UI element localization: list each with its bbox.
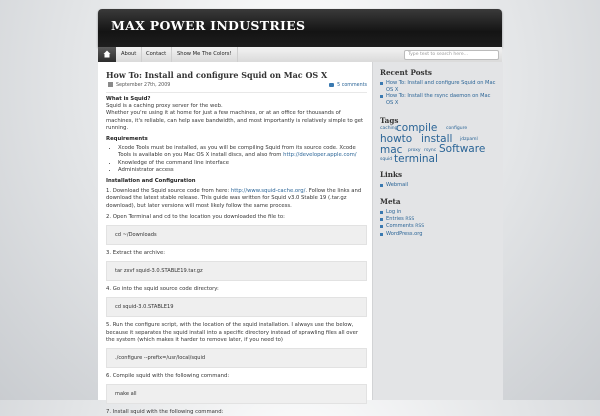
developer-apple-link[interactable]: http://developer.apple.com/ — [283, 152, 357, 159]
tag-terminal[interactable]: terminal — [394, 153, 438, 165]
tag-squid[interactable]: squid — [380, 157, 393, 162]
paragraph: 3. Extract the archive: — [106, 250, 165, 257]
requirements-list — [106, 145, 367, 174]
main-area — [98, 62, 502, 416]
bullet-icon — [380, 211, 383, 214]
paragraph: 5. Run the configure script, with the location of the squid installation. I always use the below, because it separates the squid install into a specific directory instead of sprawling files all over the system (which makes it harder to remove later, if you need to) — [106, 322, 359, 343]
tag-proxy[interactable]: proxy — [408, 148, 421, 153]
nav-contact[interactable]: Contact — [141, 47, 172, 62]
squid-cache-link[interactable]: http://www.squid-cache.org/ — [230, 188, 306, 195]
nav-show-me-the-colors[interactable]: Show Me The Colors! — [172, 47, 238, 62]
recent-post-link[interactable]: How To: Install and configure Squid on Mac OS X — [380, 80, 498, 93]
paragraph: 7. Install squid with the following command: — [106, 409, 224, 416]
wordpress-link[interactable]: WordPress.org — [380, 231, 498, 238]
bullet-icon — [380, 233, 383, 236]
widget-title: Meta — [380, 197, 401, 206]
tag-software[interactable]: Software — [439, 143, 486, 155]
navigation-bar — [98, 47, 502, 63]
widget-title: Links — [380, 170, 403, 179]
home-button[interactable] — [98, 47, 116, 62]
links-list — [380, 182, 498, 189]
code-block: make all — [106, 384, 367, 404]
paragraph: 1. Download the Squid source code from here: http://www.squid-cache.org/. Follow the links and download the latest stable release. This guide was written for Squid v3.0 Stable 19 (.tar.gz download), but later versions will most likely follow the same process. — [106, 188, 362, 209]
paragraph: 6. Compile squid with the following command: — [106, 373, 230, 380]
section-heading: Requirements — [106, 136, 148, 143]
tags-widget — [380, 116, 498, 168]
rss-label: RSS — [405, 216, 415, 222]
home-icon — [103, 50, 111, 58]
list-item: • Xcode Tools must be installed, as you will be compiling Squid from its source code. Xcode Tools is available on you Mac OS X install discs, and also from http://developer.apple.com/ — [118, 145, 367, 159]
entries-rss-link[interactable]: Entries RSS — [380, 216, 498, 224]
login-link[interactable]: Log in — [380, 209, 498, 216]
bullet-icon — [380, 95, 383, 98]
post — [106, 70, 367, 416]
tag-compile[interactable]: compile — [396, 122, 438, 134]
tag-jdzpaml[interactable]: jdzpaml — [460, 137, 478, 142]
bullet-icon — [380, 82, 383, 85]
site-header — [98, 9, 502, 47]
sidebar — [372, 62, 503, 400]
list-item: • Knowledge of the command line interface — [118, 160, 367, 167]
bullet-icon — [380, 218, 383, 221]
code-block: cd squid-3.0.STABLE19 — [106, 297, 367, 317]
divider — [106, 92, 367, 93]
paragraph: 2. Open Terminal and cd to the location you downloaded the file to: — [106, 213, 285, 220]
comments-link[interactable]: 5 comments — [329, 82, 367, 89]
widget-title: Recent Posts — [380, 68, 432, 77]
bullet-icon — [380, 184, 383, 187]
section-heading: What is Squid? — [106, 96, 151, 102]
tag-mac[interactable]: mac — [380, 144, 403, 156]
tag-caching[interactable]: caching — [380, 126, 398, 131]
search-input[interactable]: Type text to search here... — [404, 50, 499, 60]
site-title[interactable]: MAX POWER INDUSTRIES — [111, 18, 306, 33]
code-block: tar zxvf squid-3.0.STABLE19.tar.gz — [106, 261, 367, 281]
paragraph: 4. Go into the squid source code directory: — [106, 286, 219, 293]
links-widget — [380, 170, 498, 189]
section-heading: Installation and Configuration — [106, 178, 196, 185]
nav-about[interactable]: About — [116, 47, 142, 62]
webmail-link[interactable]: Webmail — [380, 182, 498, 189]
tag-install[interactable]: install — [421, 133, 453, 145]
tag-rsync[interactable]: rsync — [424, 148, 437, 153]
meta-widget — [380, 197, 498, 238]
tag-howto[interactable]: howto — [380, 133, 413, 145]
recent-post-link[interactable]: How To: Install the rsync daemon on Mac OS X — [380, 93, 498, 106]
post-title[interactable]: How To: Install and configure Squid on Mac OS X — [106, 70, 328, 80]
calendar-icon — [108, 82, 113, 87]
widget-title: Tags — [380, 116, 399, 125]
comments-rss-link[interactable]: Comments RSS — [380, 223, 498, 231]
post-date: September 27th, 2009 — [108, 82, 170, 89]
post-meta — [106, 82, 367, 90]
bullet-icon — [380, 225, 383, 228]
paragraph: Squid is a caching proxy server for the web. — [106, 103, 223, 110]
recent-posts-list — [380, 80, 498, 107]
comment-icon — [329, 83, 334, 87]
recent-posts-widget — [380, 68, 498, 107]
code-block: cd ~/Downloads — [106, 225, 367, 245]
tag-configure[interactable]: configure — [446, 126, 468, 131]
rss-label: RSS — [415, 224, 425, 230]
code-block: ./configure --prefix=/usr/local/squid — [106, 348, 367, 368]
list-item: • Administrator access — [118, 167, 367, 174]
paragraph: Whether you're using it at home for just a few machines, or at an office for thousands of machines, it's reliable, can help save bandwidth, and most importantly is relatively simple to get running. — [106, 110, 364, 131]
meta-list — [380, 209, 498, 238]
